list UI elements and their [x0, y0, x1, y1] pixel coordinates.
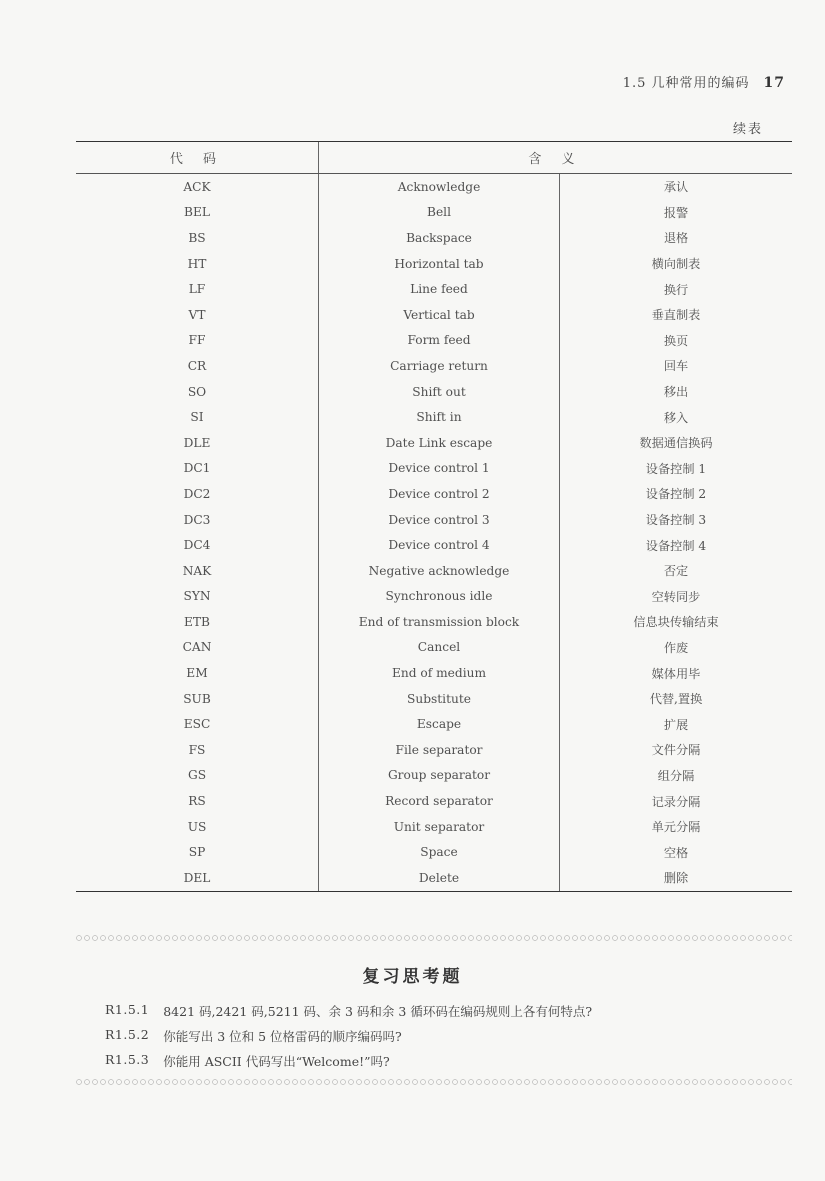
cell-meaning-en: Unit separator	[319, 814, 560, 840]
table-row	[76, 584, 792, 610]
cell-meaning-en: File separator	[319, 737, 560, 763]
table-body	[76, 174, 792, 892]
cell-meaning-zh: 信息块传输结束	[560, 609, 793, 635]
cell-code: HT	[187, 256, 207, 271]
cell-meaning-en: Space	[319, 839, 560, 865]
cell-code: RS	[188, 794, 206, 809]
table-row	[76, 456, 792, 482]
table-row	[76, 635, 792, 661]
cell-meaning-zh: 设备控制 4	[560, 532, 793, 558]
table-row	[76, 225, 792, 251]
cell-code: ESC	[183, 717, 211, 732]
cell-code: DLE	[183, 435, 211, 450]
table-row	[76, 353, 792, 379]
table-row	[76, 302, 792, 328]
table-row	[76, 763, 792, 789]
cell-code: SI	[190, 410, 204, 425]
table-header-row	[76, 142, 792, 174]
cell-meaning-zh: 移出	[560, 379, 793, 405]
review-title: 复习思考题	[362, 967, 463, 987]
header-code: 代 码	[76, 142, 319, 174]
table-row	[76, 200, 792, 226]
cell-meaning-en: Backspace	[319, 225, 560, 251]
table-row	[76, 814, 792, 840]
review-question	[105, 1027, 592, 1052]
cell-code: CAN	[182, 640, 212, 655]
cell-meaning-en: End of medium	[319, 660, 560, 686]
cell-meaning-zh: 垂直制表	[560, 302, 793, 328]
review-question	[105, 1002, 592, 1027]
cell-code: DC2	[183, 486, 211, 501]
cell-code: GS	[187, 768, 207, 783]
table-row	[76, 532, 792, 558]
cell-meaning-zh: 换行	[560, 276, 793, 302]
cell-meaning-en: Horizontal tab	[319, 251, 560, 277]
cell-meaning-en: Device control 1	[319, 456, 560, 482]
cell-code: FF	[188, 333, 206, 348]
cell-meaning-en: Device control 3	[319, 507, 560, 533]
table-row	[76, 481, 792, 507]
question-id: R1.5.1	[105, 1002, 150, 1017]
cell-meaning-zh: 设备控制 3	[560, 507, 793, 533]
cell-meaning-en: Delete	[319, 865, 560, 891]
cell-meaning-en: Shift out	[319, 379, 560, 405]
cell-meaning-zh: 媒体用毕	[560, 660, 793, 686]
cell-meaning-en: Synchronous idle	[319, 584, 560, 610]
ascii-control-code-table	[76, 141, 792, 892]
cell-code: BEL	[184, 205, 210, 220]
table-row	[76, 251, 792, 277]
cell-meaning-zh: 回车	[560, 353, 793, 379]
cell-code: LF	[188, 282, 206, 297]
cell-code: DC4	[183, 538, 211, 553]
cell-code: EM	[186, 666, 208, 681]
table-row	[76, 711, 792, 737]
cell-meaning-en: Acknowledge	[319, 174, 560, 200]
cell-code: SUB	[183, 691, 211, 706]
table-row	[76, 174, 792, 200]
cell-meaning-zh: 换页	[560, 328, 793, 354]
cell-code: SP	[188, 845, 206, 860]
table-row	[76, 558, 792, 584]
table-row	[76, 788, 792, 814]
cell-meaning-en: Device control 2	[319, 481, 560, 507]
cell-meaning-zh: 退格	[560, 225, 793, 251]
cell-meaning-en: Escape	[319, 711, 560, 737]
cell-code: DEL	[76, 865, 319, 891]
cell-code: SYN	[183, 589, 211, 604]
cell-meaning-zh: 删除	[560, 865, 793, 891]
cell-meaning-zh: 移入	[560, 404, 793, 430]
table-row	[76, 865, 792, 891]
question-id: R1.5.2	[105, 1027, 150, 1042]
question-id: R1.5.3	[105, 1052, 150, 1067]
table-row	[76, 737, 792, 763]
cell-meaning-en: Vertical tab	[319, 302, 560, 328]
cell-meaning-en: Carriage return	[319, 353, 560, 379]
header-meaning: 含 义	[319, 142, 793, 174]
table-row	[76, 686, 792, 712]
cell-meaning-en: Device control 4	[319, 532, 560, 558]
question-text: 8421 码,2421 码,5211 码、余 3 码和余 3 循环码在编码规则上各有何特点?	[163, 1004, 593, 1019]
cell-code: ETB	[184, 614, 210, 629]
cell-code: FS	[188, 742, 206, 757]
table-row	[76, 379, 792, 405]
cell-meaning-zh: 记录分隔	[560, 788, 793, 814]
cell-meaning-zh: 扩展	[560, 711, 793, 737]
cell-meaning-en: Group separator	[319, 763, 560, 789]
cell-code: US	[187, 819, 207, 834]
cell-meaning-zh: 文件分隔	[560, 737, 793, 763]
table-row	[76, 609, 792, 635]
section-title: 1.5 几种常用的编码	[622, 76, 750, 91]
cell-code: SO	[187, 384, 207, 399]
review-question	[105, 1052, 592, 1077]
cell-meaning-zh: 设备控制 2	[560, 481, 793, 507]
cell-meaning-en: Line feed	[319, 276, 560, 302]
review-questions	[105, 1002, 592, 1077]
table-row	[76, 276, 792, 302]
cell-meaning-en: Form feed	[319, 328, 560, 354]
continued-label: 续表	[732, 122, 763, 137]
cell-meaning-zh: 横向制表	[560, 251, 793, 277]
cell-meaning-en: Negative acknowledge	[319, 558, 560, 584]
question-text: 你能写出 3 位和 5 位格雷码的顺序编码吗?	[163, 1029, 402, 1044]
cell-meaning-zh: 空格	[560, 839, 793, 865]
cell-code: VT	[188, 307, 206, 322]
cell-meaning-en: Date Link escape	[319, 430, 560, 456]
table-row	[76, 328, 792, 354]
table-row	[76, 660, 792, 686]
table-row	[76, 430, 792, 456]
cell-meaning-zh: 代替,置换	[560, 686, 793, 712]
table-row	[76, 839, 792, 865]
cell-meaning-zh: 承认	[560, 174, 793, 200]
cell-code: ACK	[183, 179, 211, 194]
cell-meaning-en: Substitute	[319, 686, 560, 712]
cell-meaning-en: Record separator	[319, 788, 560, 814]
cell-code: BS	[188, 230, 206, 245]
cell-meaning-en: Shift in	[319, 404, 560, 430]
question-text: 你能用 ASCII 代码写出“Welcome!”吗?	[163, 1054, 390, 1069]
cell-meaning-zh: 报警	[560, 200, 793, 226]
cell-meaning-zh: 设备控制 1	[560, 456, 793, 482]
cell-meaning-zh: 作废	[560, 635, 793, 661]
table-row	[76, 507, 792, 533]
cell-meaning-zh: 空转同步	[560, 584, 793, 610]
cell-meaning-zh: 组分隔	[560, 763, 793, 789]
cell-meaning-zh: 数据通信换码	[560, 430, 793, 456]
table-row	[76, 404, 792, 430]
cell-meaning-zh: 否定	[560, 558, 793, 584]
page-number: 17	[763, 75, 785, 91]
cell-code: DC3	[183, 512, 211, 527]
decorative-divider-top	[76, 934, 792, 942]
decorative-divider-bottom	[76, 1078, 792, 1086]
cell-code: CR	[187, 358, 207, 373]
cell-code: NAK	[182, 563, 212, 578]
cell-meaning-zh: 单元分隔	[560, 814, 793, 840]
cell-meaning-en: Bell	[319, 200, 560, 226]
cell-meaning-en: End of transmission block	[319, 609, 560, 635]
cell-meaning-en: Cancel	[319, 635, 560, 661]
running-header	[623, 72, 785, 91]
cell-code: DC1	[183, 461, 211, 476]
